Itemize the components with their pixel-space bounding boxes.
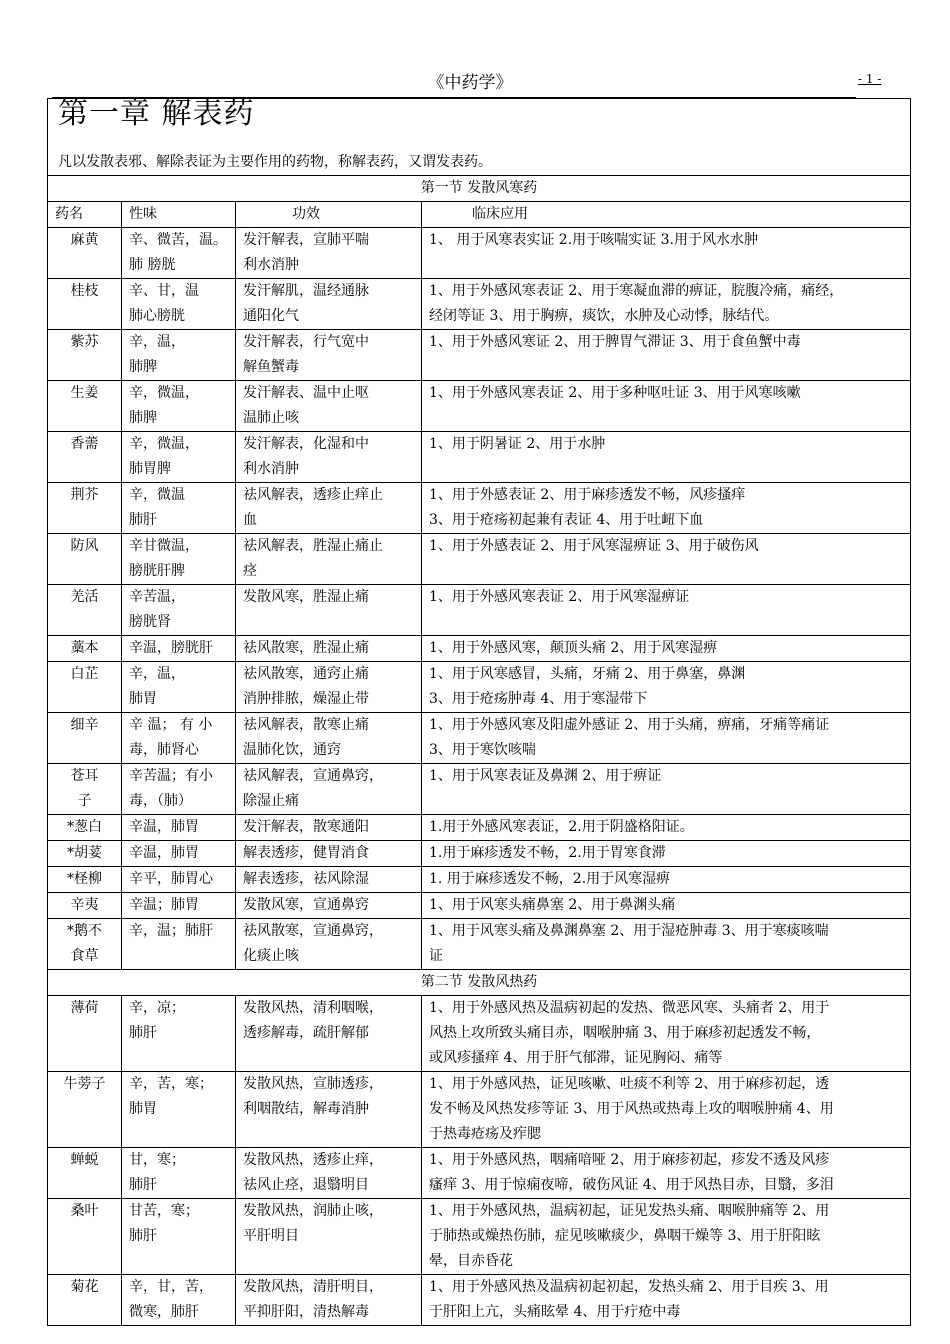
herb-name <box>48 279 122 330</box>
herb-name <box>48 996 122 1072</box>
table-row <box>48 1148 911 1199</box>
cell-line: 荆芥 <box>70 487 99 503</box>
cell-line: 辛苦温， <box>129 589 185 605</box>
herb-taste <box>122 228 236 279</box>
herb-effect <box>236 636 422 662</box>
cell-line: 苍耳 <box>70 768 99 784</box>
section-row <box>48 176 911 202</box>
cell-line: 1、用于风寒表证及鼻渊 2、用于痹证 <box>429 768 662 784</box>
herb-name <box>48 841 122 867</box>
herb-effect <box>236 330 422 381</box>
cell-line: 香薷 <box>70 436 99 452</box>
herb-taste <box>122 1072 236 1148</box>
table-row <box>48 867 911 893</box>
cell-line: 细辛 <box>70 717 99 733</box>
cell-line: 辛，微温 <box>129 487 185 503</box>
table-row <box>48 1072 911 1148</box>
cell-line: 1、用于外感表证 2、用于麻疹透发不畅，风疹搔痒 <box>429 487 746 503</box>
herb-effect <box>236 841 422 867</box>
cell-line: 1、用于风寒头痛鼻塞 2、用于鼻渊头痛 <box>429 897 676 913</box>
herb-use <box>422 636 911 662</box>
herb-use <box>422 919 911 970</box>
column-header-row <box>48 202 911 228</box>
herb-taste <box>122 636 236 662</box>
herb-name <box>48 534 122 585</box>
herb-taste <box>122 432 236 483</box>
herb-use <box>422 662 911 713</box>
herb-effect <box>236 1275 422 1326</box>
col-header-effect: 功效 <box>236 202 422 228</box>
cell-line: 发散风寒，胜湿止痛 <box>243 589 369 605</box>
cell-line: 辛温，膀胱肝 <box>129 640 213 656</box>
herb-use <box>422 815 911 841</box>
table-row <box>48 764 911 815</box>
herb-taste <box>122 867 236 893</box>
cell-line: 肺脾 <box>129 410 157 426</box>
section-row <box>48 970 911 996</box>
herb-name <box>48 636 122 662</box>
herb-taste <box>122 841 236 867</box>
cell-line: 发汗解表、温中止呕 <box>243 385 369 401</box>
cell-line: *胡荽 <box>67 845 102 861</box>
table-row <box>48 1275 911 1326</box>
herb-name <box>48 919 122 970</box>
cell-line: 血 <box>243 512 257 528</box>
cell-line: 1、用于外感风寒表证 2、用于多种呕吐证 3、用于风寒咳嗽 <box>429 385 801 401</box>
herb-name <box>48 585 122 636</box>
cell-line: 肺脾 <box>129 359 157 375</box>
cell-line: 透疹解毒，疏肝解郁 <box>243 1025 369 1041</box>
cell-line: 利咽散结，解毒消肿 <box>243 1101 369 1117</box>
cell-line: 1、用于风寒头痛及鼻渊鼻塞 2、用于湿疮肿毒 3、用于寒痰咳喘 <box>429 923 829 939</box>
cell-line: *葱白 <box>67 819 102 835</box>
col-header-use: 临床应用 <box>422 202 911 228</box>
cell-line: 辛、甘，温 <box>129 283 199 299</box>
cell-line: 利水消肿 <box>243 461 299 477</box>
table-row <box>48 662 911 713</box>
herb-taste <box>122 279 236 330</box>
cell-line: 温肺止咳 <box>243 410 299 426</box>
cell-line: 肺肝 <box>129 1025 157 1041</box>
cell-line: 发散风热，润肺止咳， <box>243 1203 383 1219</box>
table-row <box>48 585 911 636</box>
col-header-name: 药名 <box>48 202 122 228</box>
cell-line: 于热毒疮疡及痄腮 <box>429 1126 541 1142</box>
cell-line: 祛风止痉，退翳明目 <box>243 1177 369 1193</box>
cell-line: 晕，目赤昏花 <box>429 1253 513 1269</box>
cell-line: 1、用于阴暑证 2、用于水肿 <box>429 436 606 452</box>
herb-taste <box>122 713 236 764</box>
herb-effect <box>236 228 422 279</box>
herb-use <box>422 713 911 764</box>
herb-use <box>422 381 911 432</box>
cell-line: 毒，肺肾心 <box>129 742 199 758</box>
herb-taste <box>122 381 236 432</box>
herb-effect <box>236 432 422 483</box>
cell-line: 甘苦，寒； <box>129 1203 199 1219</box>
cell-line: 风热上攻所致头痛目赤，咽喉肿痛 3、用于麻疹初起透发不畅， <box>429 1025 821 1041</box>
herb-use <box>422 228 911 279</box>
cell-line: 子 <box>77 793 92 809</box>
cell-line: 1、用于外感风寒及阳虚外感证 2、用于头痛，痹痛，牙痛等痛证 <box>429 717 830 733</box>
cell-line: 肺胃脾 <box>129 461 171 477</box>
herb-taste <box>122 764 236 815</box>
herb-name <box>48 483 122 534</box>
herb-use <box>422 1199 911 1275</box>
cell-line: 祛风散寒，宣通鼻窍， <box>243 923 383 939</box>
herb-taste <box>122 662 236 713</box>
cell-line: 1、用于外感风寒证 2、用于脾胃气滞证 3、用于食鱼蟹中毒 <box>429 334 801 350</box>
herb-name <box>48 432 122 483</box>
cell-line: 1、用于风寒感冒，头痛，牙痛 2、用于鼻塞，鼻渊 <box>429 666 746 682</box>
chapter-cell <box>48 96 911 176</box>
herb-effect <box>236 713 422 764</box>
cell-line: 祛风解表，散寒止痛 <box>243 717 369 733</box>
cell-line: 生姜 <box>70 385 99 401</box>
cell-line: 薄荷 <box>70 1000 99 1016</box>
cell-line: 辛，甘，苦， <box>129 1279 213 1295</box>
cell-line: 1.用于外感风寒表证，2.用于阴盛格阳证。 <box>429 819 694 835</box>
cell-line: 解鱼蟹毒 <box>243 359 299 375</box>
cell-line: 化痰止咳 <box>243 948 299 964</box>
herb-effect <box>236 534 422 585</box>
herb-table-frame <box>47 98 910 1326</box>
cell-line: 牛蒡子 <box>63 1076 106 1092</box>
cell-line: 辛，微温， <box>129 385 199 401</box>
herb-name <box>48 1199 122 1275</box>
cell-line: 解表透疹，健胃消食 <box>243 845 369 861</box>
cell-line: 辛温，肺胃 <box>129 819 199 835</box>
herb-name <box>48 381 122 432</box>
herb-use <box>422 841 911 867</box>
cell-line: 肺肝 <box>129 1177 157 1193</box>
cell-line: 祛风解表，宣通鼻窍， <box>243 768 383 784</box>
cell-line: 菊花 <box>70 1279 99 1295</box>
herb-taste <box>122 815 236 841</box>
cell-line: 毒，（肺） <box>129 793 192 809</box>
cell-line: 除湿止痛 <box>243 793 299 809</box>
cell-line: 白芷 <box>70 666 99 682</box>
section-title: 第一节 发散风寒药 <box>48 176 911 202</box>
cell-line: 瘙痒 3、用于惊痫夜啼，破伤风证 4、用于风热目赤，目翳，多泪 <box>429 1177 834 1193</box>
table-row <box>48 636 911 662</box>
herb-name <box>48 330 122 381</box>
cell-line: 辛，微温， <box>129 436 199 452</box>
herb-effect <box>236 279 422 330</box>
table-row <box>48 432 911 483</box>
herb-use <box>422 279 911 330</box>
cell-line: 辛，温；肺肝 <box>129 923 213 939</box>
herb-effect <box>236 893 422 919</box>
herb-effect <box>236 919 422 970</box>
cell-line: 甘，寒； <box>129 1152 185 1168</box>
table-row <box>48 815 911 841</box>
herb-name <box>48 764 122 815</box>
cell-line: 1、用于外感表证 2、用于风寒湿痹证 3、用于破伤风 <box>429 538 759 554</box>
table-row <box>48 919 911 970</box>
table-row <box>48 228 911 279</box>
herb-use <box>422 483 911 534</box>
herb-use <box>422 330 911 381</box>
cell-line: 1、用于外感风寒表证 2、用于寒凝血滞的痹证，脘腹冷痛，痛经， <box>429 283 844 299</box>
cell-line: 发散风热，透疹止痒， <box>243 1152 383 1168</box>
herb-table <box>47 98 911 1326</box>
cell-line: 肺肝 <box>129 512 157 528</box>
cell-line: 辛，凉； <box>129 1000 185 1016</box>
herb-taste <box>122 1148 236 1199</box>
herb-use <box>422 534 911 585</box>
cell-line: 辛，温， <box>129 334 185 350</box>
chapter-row <box>48 99 911 176</box>
cell-line: *鹅不 <box>67 923 102 939</box>
herb-use <box>422 1275 911 1326</box>
table-row <box>48 330 911 381</box>
cell-line: 藁本 <box>70 640 99 656</box>
cell-line: 发汗解表，行气宽中 <box>243 334 369 350</box>
herb-taste <box>122 534 236 585</box>
herb-use <box>422 893 911 919</box>
cell-line: 祛风解表，胜湿止痛止 <box>243 538 383 554</box>
cell-line: 发汗解表，宣肺平喘 <box>243 232 369 248</box>
herb-name <box>48 1072 122 1148</box>
cell-line: 蝉蜕 <box>70 1152 99 1168</box>
herb-taste <box>122 1275 236 1326</box>
cell-line: 消肿排脓，燥湿止带 <box>243 691 369 707</box>
cell-line: 1.用于麻疹透发不畅，2.用于胃寒食滞 <box>429 845 666 861</box>
herb-taste <box>122 1199 236 1275</box>
herb-effect <box>236 764 422 815</box>
cell-line: 发汗解表，散寒通阳 <box>243 819 369 835</box>
cell-line: 祛风散寒，胜湿止痛 <box>243 640 369 656</box>
herb-effect <box>236 1199 422 1275</box>
document-header-title: 《中药学》 <box>427 73 513 93</box>
cell-line: 膀胱肾 <box>129 614 171 630</box>
cell-line: 防风 <box>70 538 99 554</box>
cell-line: 桑叶 <box>70 1203 99 1219</box>
herb-effect <box>236 585 422 636</box>
cell-line: 或风疹搔痒 4、用于肝气郁滞，证见胸闷、痛等 <box>429 1050 723 1066</box>
cell-line: 1、用于外感风热，温病初起，证见发热头痛、咽喉肿痛等 2、用 <box>429 1203 830 1219</box>
col-header-taste: 性味 <box>122 202 236 228</box>
page-number: - 1 - <box>858 72 882 86</box>
cell-line: 1、用于外感风热，证见咳嗽、吐痰不利等 2、用于麻疹初起，透 <box>429 1076 830 1092</box>
cell-line: 辛、微苦，温。 <box>129 232 227 248</box>
cell-line: 发汗解表，化湿和中 <box>243 436 369 452</box>
cell-line: 发不畅及风热发疹等证 3、用于风热或热毒上攻的咽喉肿痛 4、用 <box>429 1101 834 1117</box>
cell-line: 辛温，肺胃 <box>129 845 199 861</box>
chapter-title: 第一章 解表药 <box>58 96 255 131</box>
herb-use <box>422 1148 911 1199</box>
cell-line: 微寒，肺肝 <box>129 1304 199 1320</box>
herb-use <box>422 432 911 483</box>
chapter-description: 凡以发散表邪、解除表证为主要作用的药物，称解表药，又谓发表药。 <box>58 154 492 170</box>
herb-name <box>48 662 122 713</box>
table-row <box>48 996 911 1072</box>
herb-name <box>48 815 122 841</box>
herb-use <box>422 1072 911 1148</box>
cell-line: 肺胃 <box>129 691 157 707</box>
herb-name <box>48 893 122 919</box>
herb-name <box>48 713 122 764</box>
cell-line: 祛风解表，透疹止痒止 <box>243 487 383 503</box>
table-row <box>48 713 911 764</box>
cell-line: 发散风热，清利咽喉， <box>243 1000 383 1016</box>
herb-taste <box>122 330 236 381</box>
cell-line: 肺心膀胱 <box>129 308 185 324</box>
cell-line: 桂枝 <box>70 283 99 299</box>
cell-line: 发汗解肌，温经通脉 <box>243 283 369 299</box>
cell-line: 肺 膀胱 <box>129 257 176 273</box>
herb-name <box>48 1275 122 1326</box>
cell-line: 1、用于外感风热及温病初起的发热、微恶风寒、头痛者 2、用于 <box>429 1000 830 1016</box>
herb-effect <box>236 1072 422 1148</box>
herb-use <box>422 867 911 893</box>
herb-effect <box>236 483 422 534</box>
cell-line: 于肝阳上亢，头痛眩晕 4、用于疔疮中毒 <box>429 1304 681 1320</box>
cell-line: 平抑肝阳，清热解毒 <box>243 1304 369 1320</box>
cell-line: *柽柳 <box>67 871 102 887</box>
cell-line: 1、用于外感风寒表证 2、用于风寒湿痹证 <box>429 589 690 605</box>
cell-line: 1、用于外感风热，咽痛喑哑 2、用于麻疹初起，疹发不透及风疹 <box>429 1152 830 1168</box>
herb-effect <box>236 867 422 893</box>
cell-line: 1. 用于麻疹透发不畅，2.用于风寒湿痹 <box>429 871 671 887</box>
cell-line: 麻黄 <box>70 232 99 248</box>
table-row <box>48 483 911 534</box>
cell-line: 于肺热或燥热伤肺，症见咳嗽痰少，鼻咽干燥等 3、用于肝阳眩 <box>429 1228 821 1244</box>
herb-effect <box>236 815 422 841</box>
herb-name <box>48 1148 122 1199</box>
herb-taste <box>122 919 236 970</box>
herb-effect <box>236 381 422 432</box>
cell-line: 祛风散寒，通窍止痛 <box>243 666 369 682</box>
cell-line: 辛甘微温， <box>129 538 199 554</box>
cell-line: 利水消肿 <box>243 257 299 273</box>
cell-line: 发散风热，宣肺透疹， <box>243 1076 383 1092</box>
cell-line: 经闭等证 3、用于胸痹，痰饮，水肿及心动悸，脉结代。 <box>429 308 779 324</box>
section-title: 第二节 发散风热药 <box>48 970 911 996</box>
herb-use <box>422 996 911 1072</box>
table-row <box>48 381 911 432</box>
cell-line: 辛，温， <box>129 666 185 682</box>
cell-line: 辛 温； 有 小 <box>129 717 213 733</box>
table-row <box>48 893 911 919</box>
herb-taste <box>122 893 236 919</box>
cell-line: 辛温；肺胃 <box>129 897 199 913</box>
cell-line: 辛夷 <box>70 897 99 913</box>
herb-effect <box>236 1148 422 1199</box>
herb-effect <box>236 996 422 1072</box>
cell-line: 肺肝 <box>129 1228 157 1244</box>
table-row <box>48 534 911 585</box>
cell-line: 痉 <box>243 563 257 579</box>
cell-line: 1、用于外感风寒，颠顶头痛 2、用于风寒湿痹 <box>429 640 718 656</box>
cell-line: 食草 <box>70 948 99 964</box>
cell-line: 解表透疹，祛风除湿 <box>243 871 369 887</box>
cell-line: 3、用于寒饮咳喘 <box>429 742 536 758</box>
cell-line: 羌活 <box>70 589 99 605</box>
cell-line: 1、 用于风寒表实证 2.用于咳喘实证 3.用于风水水肿 <box>429 232 758 248</box>
cell-line: 3、用于疮疡肿毒 4、用于寒湿带下 <box>429 691 648 707</box>
herb-use <box>422 764 911 815</box>
herb-use <box>422 585 911 636</box>
cell-line: 平肝明目 <box>243 1228 299 1244</box>
cell-line: 辛平，肺胃心 <box>129 871 213 887</box>
cell-line: 3、用于疮疡初起兼有表证 4、用于吐衄下血 <box>429 512 704 528</box>
cell-line: 辛，苦，寒； <box>129 1076 213 1092</box>
cell-line: 紫苏 <box>70 334 99 350</box>
cell-line: 通阳化气 <box>243 308 299 324</box>
cell-line: 温肺化饮，通窍 <box>243 742 341 758</box>
table-row <box>48 1199 911 1275</box>
cell-line: 1、用于外感风热及温病初起初起，发热头痛 2、用于目疾 3、用 <box>429 1279 829 1295</box>
table-row <box>48 841 911 867</box>
herb-taste <box>122 996 236 1072</box>
herb-taste <box>122 483 236 534</box>
cell-line: 辛苦温；有小 <box>129 768 213 784</box>
cell-line: 发散风寒，宣通鼻窍 <box>243 897 369 913</box>
herb-name <box>48 867 122 893</box>
cell-line: 膀胱肝脾 <box>129 563 185 579</box>
herb-taste <box>122 585 236 636</box>
table-row <box>48 279 911 330</box>
herb-name <box>48 228 122 279</box>
cell-line: 证 <box>429 948 443 964</box>
cell-line: 肺胃 <box>129 1101 157 1117</box>
cell-line: 发散风热，清肝明目， <box>243 1279 383 1295</box>
herb-effect <box>236 662 422 713</box>
